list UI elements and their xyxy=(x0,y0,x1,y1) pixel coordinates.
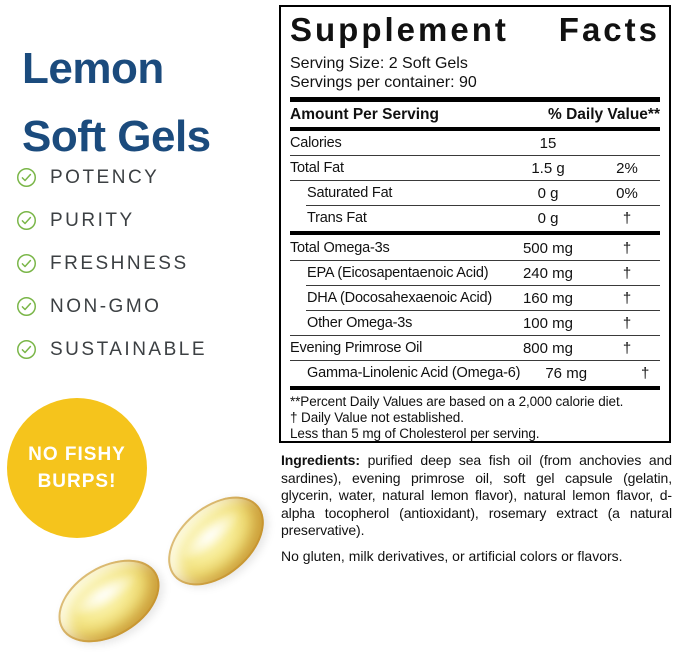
nutrient-amount: 76 mg xyxy=(545,364,588,382)
nutrient-daily-value: † xyxy=(622,209,632,227)
table-header xyxy=(290,102,660,129)
nutrient-amount: 160 mg xyxy=(522,289,574,307)
nutrient-amount: 800 mg xyxy=(522,339,574,357)
benefit-item xyxy=(16,285,207,328)
nutrient-daily-value: 2% xyxy=(616,159,638,177)
servings-per-container: Servings per container: 90 xyxy=(290,74,477,91)
benefit-label: PURITY xyxy=(50,209,135,231)
nutrient-table xyxy=(290,129,660,385)
nutrient-name: DHA (Docosahexaenoic Acid) xyxy=(307,290,493,306)
nutrient-row xyxy=(290,181,660,205)
title-word-facts: Facts xyxy=(558,11,660,48)
no-fishy-burps-badge xyxy=(7,398,147,538)
ingredients-paragraph xyxy=(281,452,672,540)
product-title-line2: Soft Gels xyxy=(22,112,211,162)
nutrient-daily-value: † xyxy=(622,264,632,282)
badge-line2: BURPS! xyxy=(37,471,117,492)
benefit-item xyxy=(16,328,207,371)
nutrient-name: Total Omega-3s xyxy=(290,240,390,256)
nutrient-row xyxy=(290,361,660,385)
nutrient-row xyxy=(290,156,660,180)
nutrient-name: Trans Fat xyxy=(307,210,367,226)
nutrient-name: Evening Primrose Oil xyxy=(290,340,423,356)
benefit-label: SUSTAINABLE xyxy=(50,338,208,360)
nutrient-daily-value: † xyxy=(622,289,632,307)
badge-line1: NO FISHY xyxy=(28,444,126,465)
ingredients-label: Ingredients: xyxy=(281,452,360,468)
nutrient-row xyxy=(290,261,660,285)
nutrient-amount: 0 g xyxy=(537,209,559,227)
amount-per-serving-header: Amount Per Serving xyxy=(290,105,439,123)
nutrient-amount: 1.5 g xyxy=(531,159,565,177)
benefit-item xyxy=(16,199,207,242)
nutrient-name: Saturated Fat xyxy=(307,185,393,201)
nutrient-amount: 500 mg xyxy=(522,239,574,257)
nutrient-amount: 100 mg xyxy=(522,314,574,332)
check-circle-icon xyxy=(16,210,37,231)
footnote-line: Less than 5 mg of Cholesterol per serving. xyxy=(290,426,540,441)
nutrient-daily-value: † xyxy=(622,314,632,332)
nutrient-amount: 240 mg xyxy=(522,264,574,282)
nutrient-name: Total Fat xyxy=(290,160,344,176)
nutrient-name: Other Omega-3s xyxy=(307,315,413,331)
serving-size: Serving Size: 2 Soft Gels xyxy=(290,55,468,72)
footnote-line: **Percent Daily Values are based on a 2,000 calorie diet. xyxy=(290,394,624,409)
benefit-item xyxy=(16,242,207,285)
nutrient-row xyxy=(290,236,660,260)
product-title-line1: Lemon xyxy=(22,44,164,94)
nutrient-daily-value: 0% xyxy=(616,184,638,202)
row-separator xyxy=(290,231,660,235)
nutrient-daily-value: † xyxy=(622,239,632,257)
nutrient-row xyxy=(290,311,660,335)
check-circle-icon xyxy=(16,167,37,188)
soft-gel-capsule xyxy=(151,479,280,603)
benefit-label: POTENCY xyxy=(50,166,160,188)
nutrient-row xyxy=(290,336,660,360)
nutrient-daily-value: † xyxy=(622,339,632,357)
benefit-item xyxy=(16,156,207,199)
title-word-supplement: Supplement xyxy=(290,11,509,48)
benefit-checklist xyxy=(16,156,207,371)
check-circle-icon xyxy=(16,296,37,317)
supplement-facts-panel xyxy=(279,5,671,443)
serving-info xyxy=(290,54,660,92)
nutrient-row xyxy=(290,131,660,155)
supplement-facts-title xyxy=(290,10,660,50)
check-circle-icon xyxy=(16,253,37,274)
nutrient-name: Gamma-Linolenic Acid (Omega-6) xyxy=(307,365,521,381)
footnotes xyxy=(290,394,660,442)
allergen-note: No gluten, milk derivatives, or artificial colors or flavors. xyxy=(281,547,623,564)
benefit-label: NON-GMO xyxy=(50,295,162,317)
soft-gel-capsule xyxy=(44,543,174,659)
nutrient-row xyxy=(290,286,660,310)
ingredients-text: purified deep sea fish oil (from anchovies and sardines), evening primrose oil, soft gel capsule (gelatin, glycerin, water, natural lemon flavor), natural lemon flavor, d-alpha tocopherol (antioxidant), rosemary extract (a natural preservative). xyxy=(281,452,672,538)
thick-divider xyxy=(290,386,660,390)
product-title xyxy=(22,35,211,171)
daily-value-header: % Daily Value** xyxy=(547,105,660,123)
check-circle-icon xyxy=(16,339,37,360)
ingredients-section xyxy=(281,452,672,564)
benefit-label: FRESHNESS xyxy=(50,252,189,274)
footnote-line: † Daily Value not established. xyxy=(290,410,464,425)
nutrient-amount: 0 g xyxy=(537,184,559,202)
nutrient-amount: 15 xyxy=(539,134,557,152)
nutrient-name: Calories xyxy=(290,135,342,151)
nutrient-name: EPA (Eicosapentaenoic Acid) xyxy=(307,265,489,281)
nutrient-row xyxy=(290,206,660,230)
nutrient-daily-value: † xyxy=(641,364,650,382)
